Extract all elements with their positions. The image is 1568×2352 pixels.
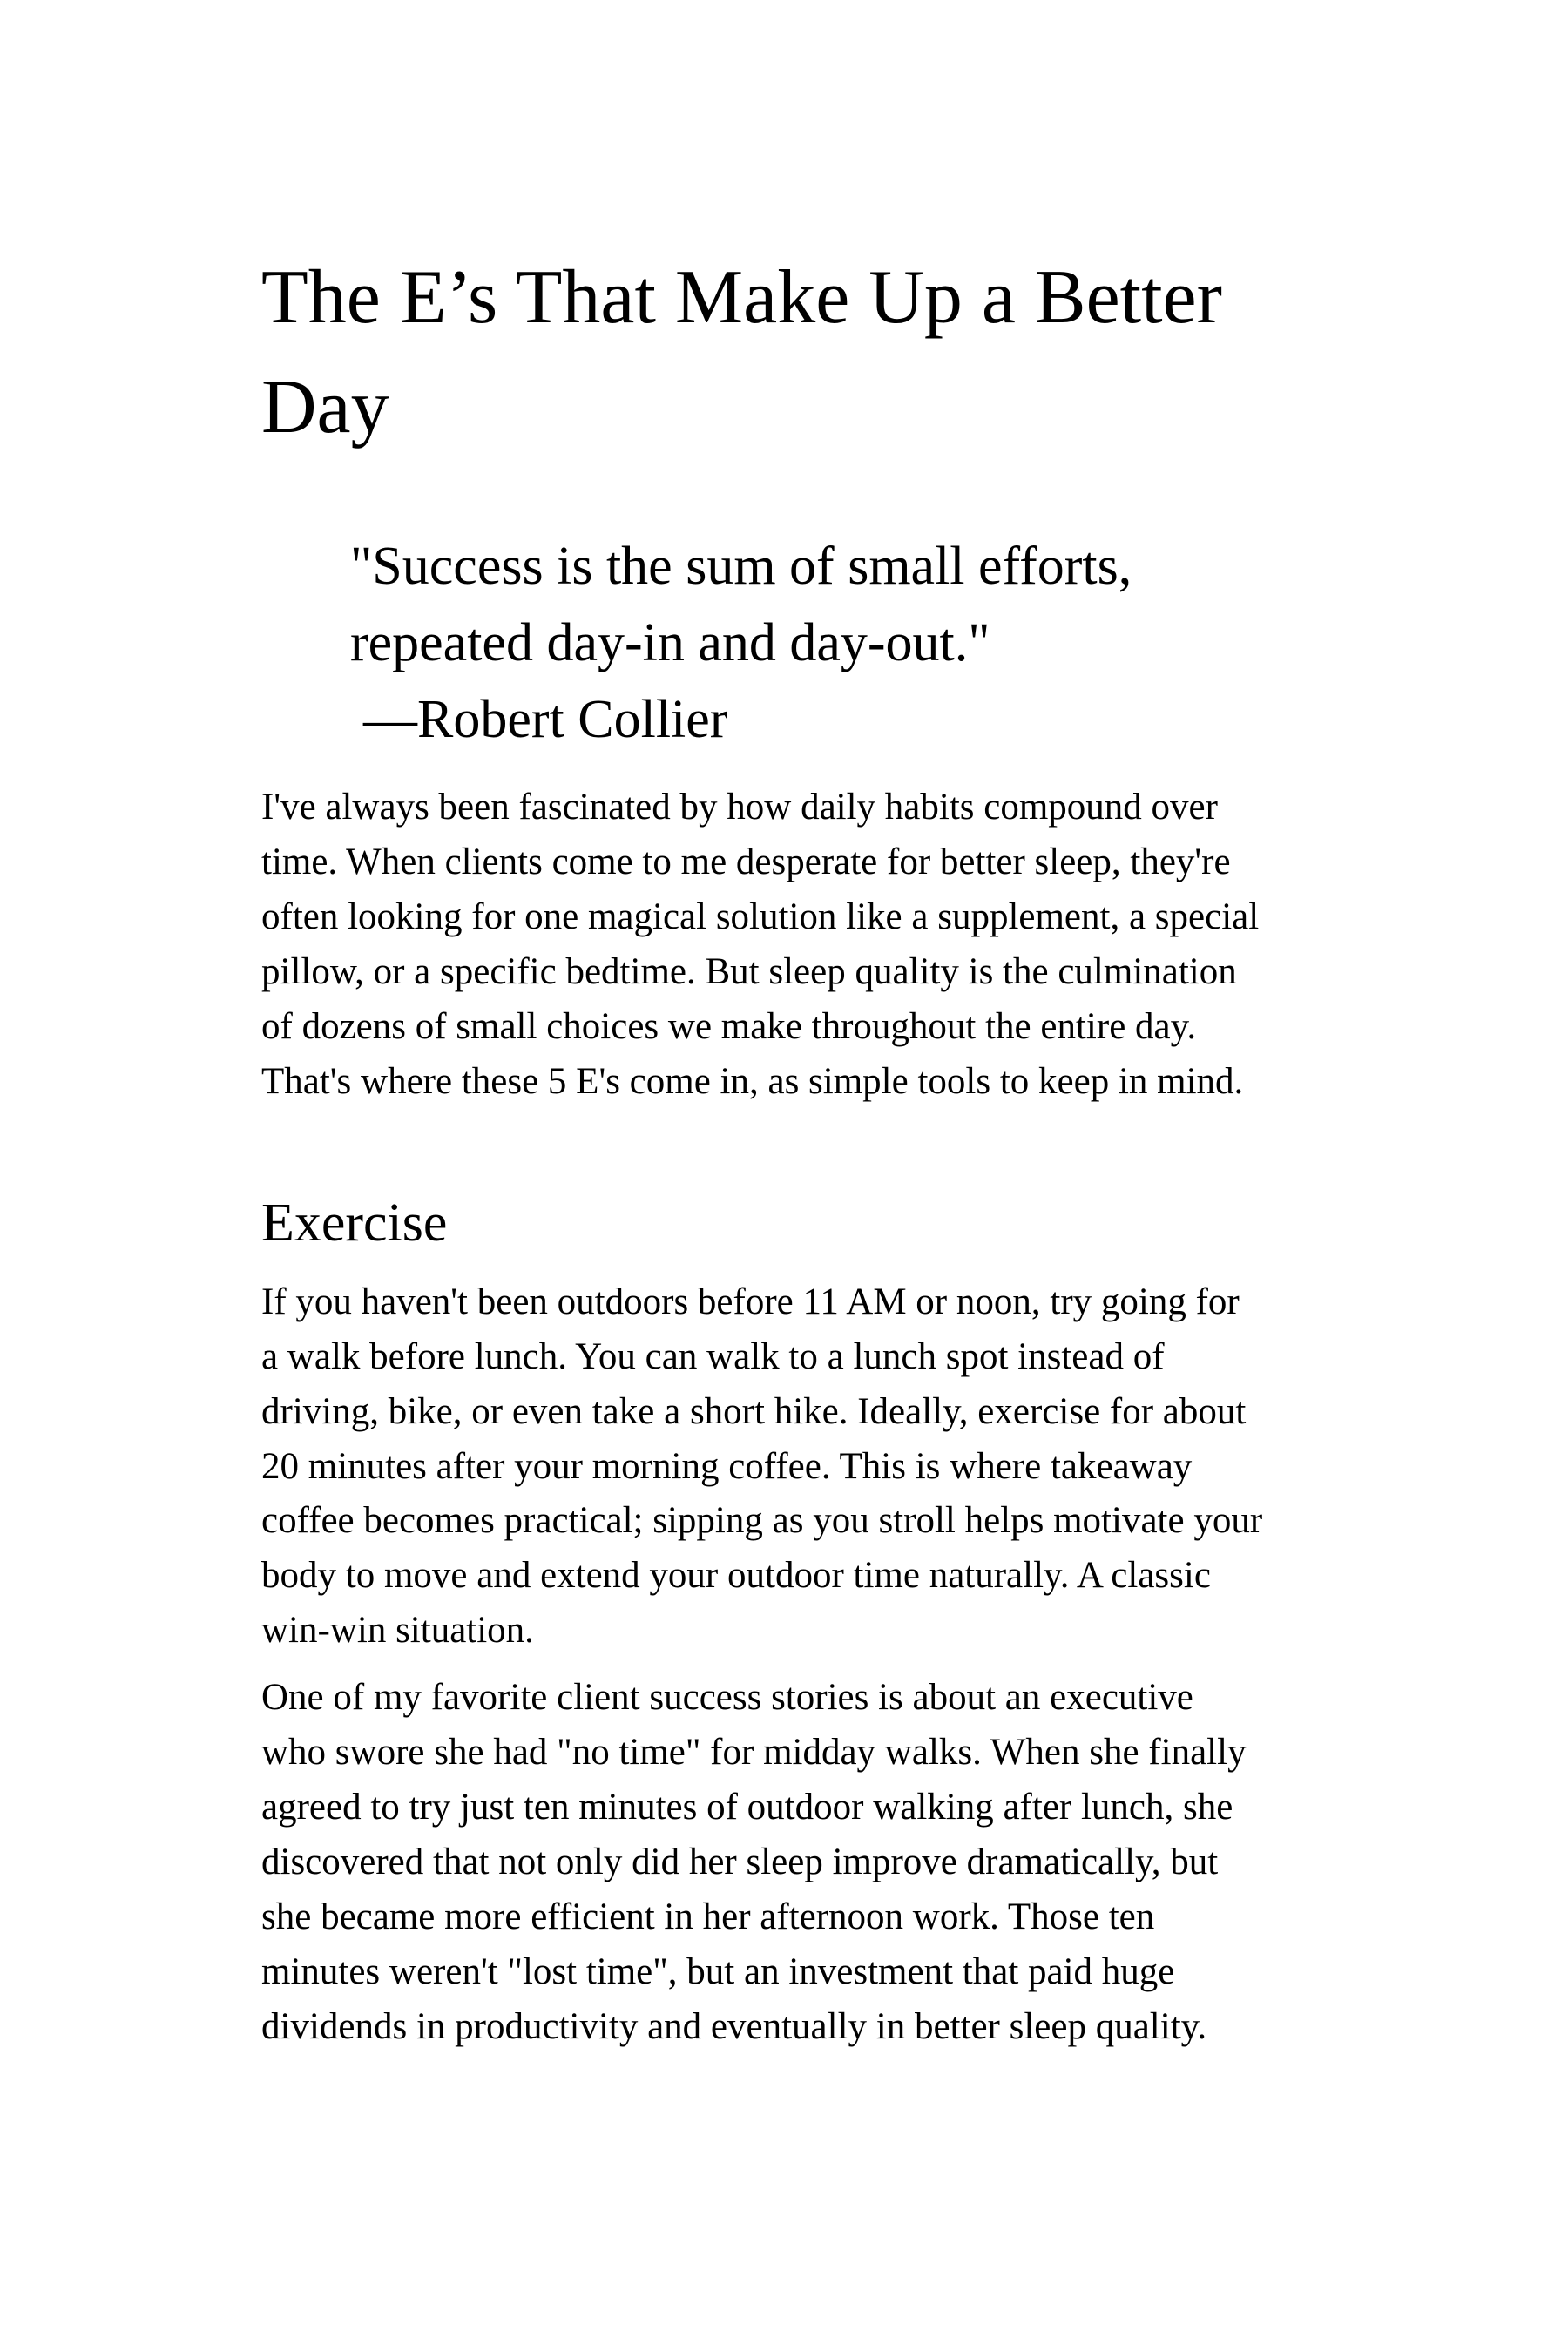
quote-block [350,528,1265,758]
document-content [261,243,1265,2055]
page-title: The E’s That Make Up a Better Day [261,255,1222,449]
intro-paragraph: I've always been fascinated by how daily habits compound over time. When clients come to me desperate for better sleep, they're often looking for one magical solution like a supplement, a special pillow, or a specific bedtime. But sleep quality is the culmination of dozens of small choices we make throughout the entire day. That's where these 5 E's come in, as simple tools to keep in mind. [261,786,1260,1102]
quote-attribution: —Robert Collier [363,689,728,749]
exercise-paragraph-1: If you haven't been outdoors before 11 AM or noon, try going for a walk before lunch. You can walk to a lunch spot instead of driving, bike, or even take a short hike. Ideally, exercise for about 20 minutes after your morning coffee. This is where takeaway coffee becomes practical; sipping as you stroll helps motivate your body to move and extend your outdoor time naturally. A classic win-win situation. [261,1281,1263,1652]
quote-line-2: repeated day-in and day-out." [350,612,990,672]
quote-line-1: "Success is the sum of small efforts, [350,536,1132,596]
section-heading-exercise: Exercise [261,1193,448,1253]
exercise-paragraph-2: One of my favorite client success stories is about an executive who swore she had "no time" for midday walks. When she finally agreed to try just ten minutes of outdoor walking after lunch, she discovered that not only did her sleep improve dramatically, but she became more efficient in her afternoon work. Those ten minutes weren't "lost time", but an investment that paid huge dividends in productivity and eventually in better sleep quality. [261,1677,1247,2048]
